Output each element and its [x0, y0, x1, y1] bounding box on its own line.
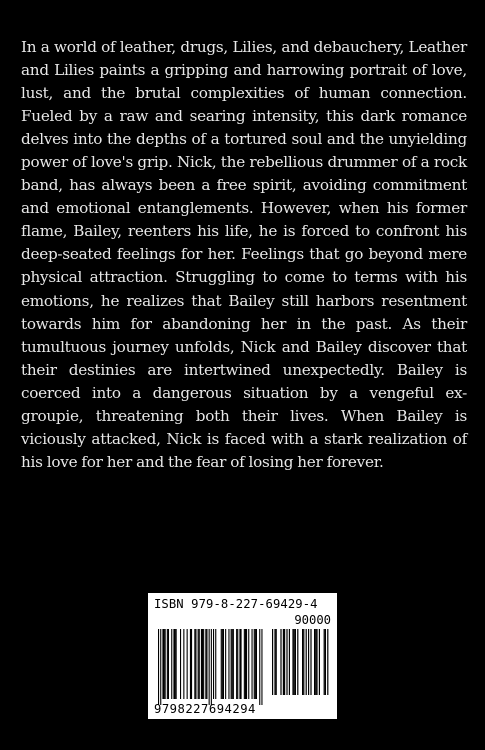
barcode-bar-10	[176, 629, 177, 699]
price-code: 90000	[294, 613, 331, 627]
addon-bar-51	[272, 629, 273, 695]
barcode-bar-2	[162, 629, 163, 699]
addon-bar-65	[306, 629, 307, 695]
addon-bar-52	[274, 629, 275, 695]
addon-bar-73	[325, 629, 326, 695]
barcode-bar-16	[194, 629, 195, 699]
barcode-bar-37	[236, 629, 237, 699]
addon-bar-64	[303, 629, 304, 695]
barcode-bar-35	[232, 629, 233, 699]
barcode-bar-42	[245, 629, 246, 699]
addon-bar-58	[289, 629, 290, 695]
barcode-bar-9	[175, 629, 176, 699]
addon-bar-72	[324, 629, 325, 695]
barcode-bar-41	[244, 629, 245, 699]
barcode-bar-7	[171, 629, 172, 699]
barcode-bar-3	[164, 629, 165, 699]
barcode-bar-1	[160, 629, 161, 705]
barcode-bar-44	[248, 629, 249, 699]
barcode-bar-46	[254, 629, 255, 699]
barcode-bar-22	[203, 629, 204, 699]
barcode-bar-39	[239, 629, 240, 699]
addon-bar-55	[283, 629, 284, 695]
barcode-bar-26	[211, 629, 212, 705]
addon-bar-66	[308, 629, 309, 695]
barcode-bar-50	[261, 629, 262, 705]
addon-bar-74	[327, 629, 328, 695]
addon-bar-59	[292, 629, 293, 695]
barcode-bar-43	[246, 629, 247, 699]
barcode-bar-21	[202, 629, 203, 699]
barcode-bar-49	[259, 629, 260, 705]
barcode-bar-29	[221, 629, 222, 699]
barcode-bar-30	[222, 629, 223, 699]
addon-bar-56	[284, 629, 285, 695]
barcode-bar-19	[199, 629, 200, 699]
barcode-bar-20	[201, 629, 202, 699]
barcode-bar-14	[190, 629, 191, 699]
barcode-bar-33	[228, 629, 229, 699]
barcode-bars	[148, 593, 337, 719]
barcode-bar-0	[158, 629, 159, 705]
barcode-bar-34	[231, 629, 232, 699]
addon-bar-53	[276, 629, 277, 695]
addon-bar-68	[314, 629, 315, 695]
book-blurb: In a world of leather, drugs, Lilies, and debauchery, Leather and Lilies paints a gripping and harrowing portrait of love, lust, and the brutal complexities of human connection. Fueled by a raw and searing intensity, this dark romance delves into the depths of a tortured soul and the unyielding power of love's grip. Nick, the rebellious drummer of a rock band, has always been a free spirit, avoiding commitment and emotional entanglements. However, when his former flame, Bailey, reenters his life, he is forced to confront his deep-seated feelings for her. Feelings that go beyond mere physical attraction. Struggling to come to terms with his emotions, he realizes that Bailey still harbors resentment towards him for abandoning her in the past. As their tumultuous journey unfolds, Nick and Bailey discover that their destinies are intertwined unexpectedly. Bailey is coerced into a dangerous situation by a vengeful ex-groupie, threatening both their lives. When Bailey is viciously attacked, Nick is faced with a stark realization of his love for her and the fear of losing her forever.	[21, 38, 467, 471]
barcode-bar-27	[213, 629, 214, 699]
barcode-bar-23	[205, 629, 206, 699]
barcode-bar-47	[255, 629, 256, 699]
barcode-bar-36	[233, 629, 234, 699]
barcode-bar-28	[215, 629, 216, 699]
barcode-bar-11	[180, 629, 181, 699]
barcode-bar-48	[256, 629, 257, 699]
addon-bar-57	[286, 629, 287, 695]
barcode-bar-17	[195, 629, 196, 699]
isbn-label: ISBN 979-8-227-69429-4	[154, 597, 318, 611]
barcode-bar-6	[168, 629, 169, 699]
barcode-bar-25	[209, 629, 210, 705]
isbn-barcode	[148, 593, 337, 719]
barcode-bar-15	[191, 629, 192, 699]
barcode-bar-24	[206, 629, 207, 699]
barcode-bar-13	[187, 629, 188, 699]
addon-bar-63	[302, 629, 303, 695]
barcode-bar-40	[241, 629, 242, 699]
barcode-bar-4	[165, 629, 166, 699]
barcode-bar-38	[237, 629, 238, 699]
addon-bar-60	[294, 629, 295, 695]
barcode-bar-31	[223, 629, 224, 699]
addon-bar-61	[295, 629, 296, 695]
addon-bar-69	[315, 629, 316, 695]
addon-bar-67	[310, 629, 311, 695]
barcode-bar-8	[173, 629, 174, 699]
barcode-bar-12	[183, 629, 184, 699]
barcode-bar-45	[252, 629, 253, 699]
addon-bar-71	[319, 629, 320, 695]
addon-bar-62	[297, 629, 298, 695]
addon-bar-70	[316, 629, 317, 695]
barcode-bar-18	[198, 629, 199, 699]
barcode-bar-32	[225, 629, 226, 699]
barcode-bar-5	[167, 629, 168, 699]
ean-digits: 9798227694294	[154, 702, 256, 716]
addon-bar-54	[280, 629, 281, 695]
